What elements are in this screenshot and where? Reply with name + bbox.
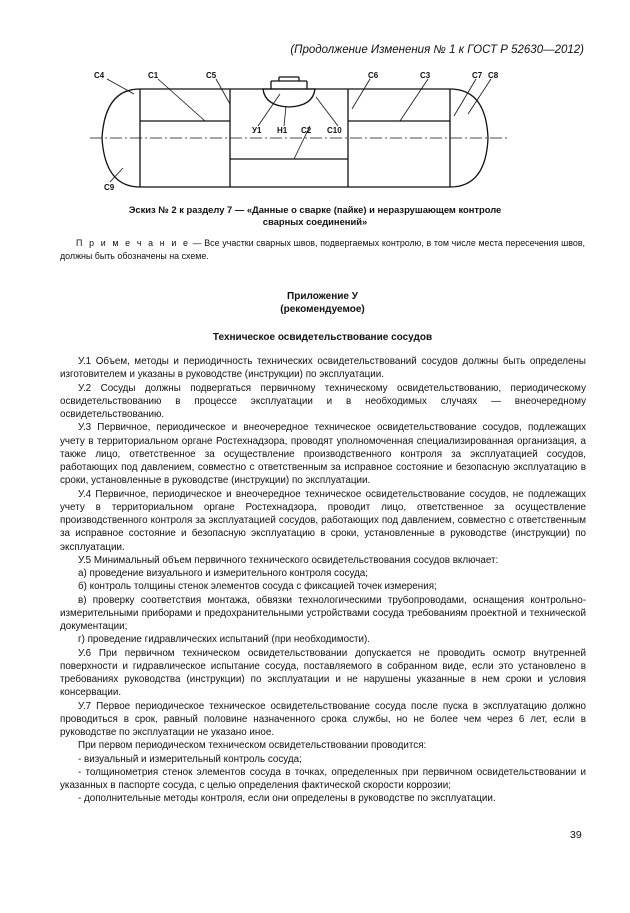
label-c4: С4 <box>94 71 105 80</box>
body-text <box>60 355 586 806</box>
label-c6: С6 <box>368 71 379 80</box>
label-c5: С5 <box>206 71 217 80</box>
page-number: 39 <box>570 829 582 841</box>
paragraph: б) контроль толщины стенок элементов сосуда с фиксацией точек измерения; <box>78 581 437 593</box>
paragraph: а) проведение визуального и измерительного контроля сосуда; <box>78 568 369 579</box>
page-header: (Продолжение Изменения № 1 к ГОСТ Р 52630—2012) <box>290 44 584 56</box>
paragraph: У.6 При первичном техническом освидетельствовании допускается не проводить осмотр внутренней поверхности и гидравлическое испытание сосуда, поставляемого в собранном виде, если это установлено в требованиях руководства (инструкции) по эксплуатации и не нарушены указанные в нем сроки и условия консервации. <box>60 647 586 699</box>
note-text: — Все участки сварных швов, подвергаемых контролю, в том числе места пересечения швов, должны быть обозначены на схеме. <box>60 238 585 261</box>
paragraph: в) проверку соответствия монтажа, обвязки технологическими трубопроводами, оснащения контрольно-измерительными приборами и предохранительными устройствами сосуда требованиям проектной и технической документации; <box>60 594 586 632</box>
paragraph: У.5 Минимальный объем первичного технического освидетельствования сосудов включает: <box>78 554 499 566</box>
label-c7: С7 <box>472 71 483 80</box>
vessel-weld-sketch <box>90 64 530 204</box>
paragraph: У.3 Первичное, периодическое и внеочередное техническое освидетельствование сосудов, подлежащих учету в территориальном органе Ростехнадзора, проводят уполномоченная специализированная организация, а также лицо, ответственное за осуществление производственного контроля за эксплуатацией сосудов, работающих под давлением, совместно с ответственным за исправное состояние и безопасную эксплуатацию в сроки, установленные в руководстве (инструкции) по эксплуатации. <box>60 422 586 487</box>
label-y1: У1 <box>252 126 262 135</box>
paragraph: г) проведение гидравлических испытаний (при необходимости). <box>78 634 371 646</box>
note <box>60 237 585 263</box>
label-c3: С3 <box>420 71 431 80</box>
label-c2: С2 <box>301 126 312 135</box>
sketch-caption: Эскиз № 2 к разделу 7 — «Данные о сварке (пайке) и неразрушающем контроле сварных соединений» <box>128 204 502 227</box>
paragraph: - толщинометрия стенок элементов сосуда в точках, определенных при первичном освидетельствовании и указанных в паспорте сосуда, с целью определения фактической скорости коррозии; <box>60 766 586 791</box>
paragraph: У.4 Первичное, периодическое и внеочередное техническое освидетельствование сосудов, не подлежащих учету в территориальном органе Ростехнадзора, проводит лицо, ответственное за осуществление производственного контроля за эксплуатацией сосудов, работающих под давлением, совместно с ответственным за исправное состояние и безопасную эксплуатацию в сроки, установленные в руководстве (инструкции) по эксплуатации. <box>60 488 586 553</box>
paragraph: - визуальный и измерительный контроль сосуда; <box>78 753 302 765</box>
label-c1: С1 <box>148 71 159 80</box>
label-c8: С8 <box>488 71 499 80</box>
label-c10: С10 <box>327 126 342 135</box>
paragraph: У.1 Объем, методы и периодичность технических освидетельствований сосудов должны быть определены изготовителем и указаны в руководстве (инструкции) по эксплуатации. <box>60 356 586 381</box>
section-title: Техническое освидетельствование сосудов <box>212 332 433 343</box>
paragraph: При первом периодическом техническом освидетельствовании проводится: <box>78 740 427 752</box>
paragraph: - дополнительные методы контроля, если они определены в руководстве по эксплуатации. <box>78 793 496 805</box>
note-label: П р и м е ч а н и е <box>76 238 190 248</box>
annex-heading: Приложение У (рекомендуемое) <box>280 291 365 315</box>
label-n1: Н1 <box>277 126 288 135</box>
paragraph: У.7 Первое периодическое техническое освидетельствование сосуда после пуска в эксплуатацию должно проводиться в срок, равный половине назначенного срока службы, но не более чем через 6 лет, если в руководстве по эксплуатации не указано иное. <box>60 700 586 738</box>
paragraph: У.2 Сосуды должны подвергаться первичному техническому освидетельствованию, периодическому освидетельствованию в процессе эксплуатации и в необходимых случаях — внеочередному освидетельствованию. <box>60 382 586 420</box>
label-c9: С9 <box>104 183 115 192</box>
